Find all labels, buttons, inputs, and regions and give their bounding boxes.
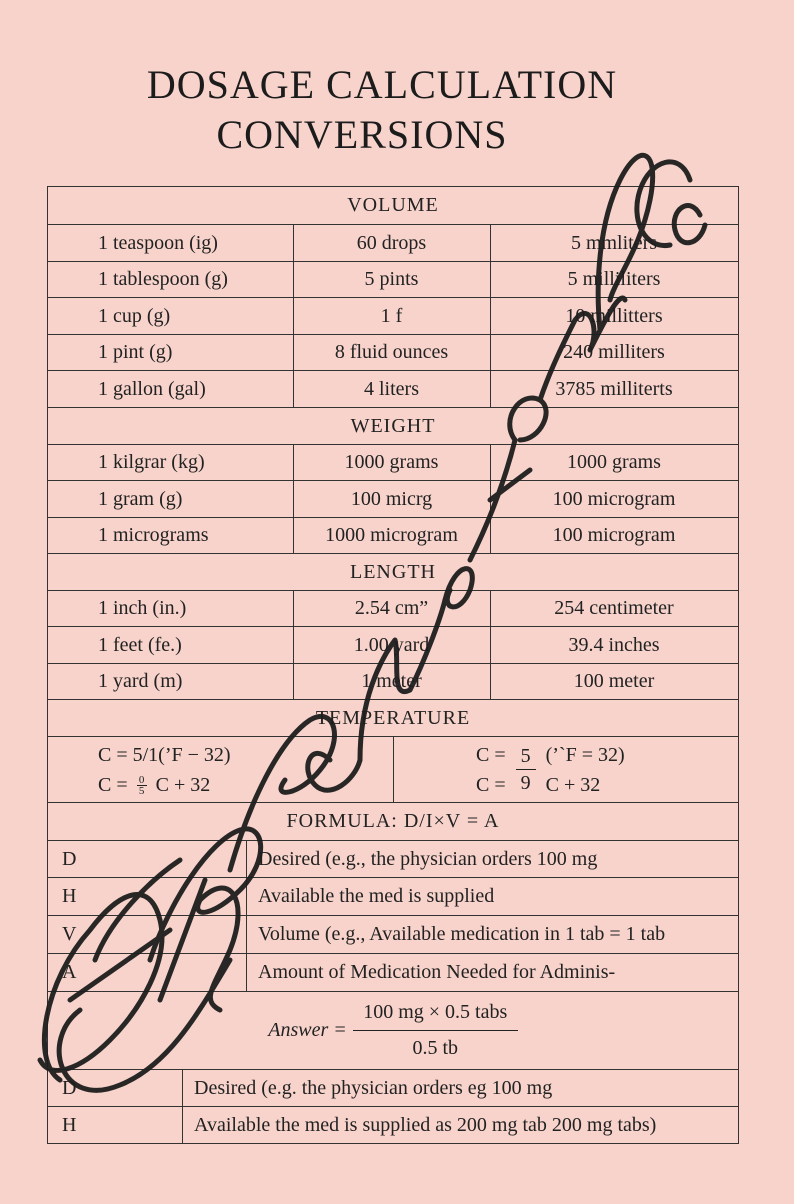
length-metric: 100 meter — [573, 670, 655, 692]
temp-left-den: 5 — [138, 785, 145, 798]
volume-metric: 10 millitters — [565, 304, 663, 327]
temp-left-num: 0 — [138, 774, 145, 787]
weight-unit: 1 micrograms — [98, 524, 209, 546]
weight-header: WEIGHT — [350, 414, 436, 437]
volume-value: 5 pints — [364, 268, 419, 290]
table-row — [48, 335, 738, 371]
table-row — [48, 371, 738, 408]
bottom-letter: D — [62, 1076, 77, 1099]
volume-value: 8 fluid ounces — [334, 341, 449, 363]
table-row — [48, 664, 738, 700]
volume-header-row — [48, 187, 738, 225]
formula-header-row — [48, 803, 738, 841]
weight-unit: 1 kilgrar (kg) — [98, 451, 205, 473]
weight-value: 1000 microgram — [325, 524, 458, 546]
answer-formula — [48, 992, 738, 1069]
weight-value: 1000 grams — [344, 451, 439, 473]
weight-value: 100 micrg — [350, 487, 433, 510]
volume-header: VOLUME — [347, 194, 439, 216]
table-row — [48, 1107, 738, 1143]
volume-value: 60 drops — [356, 231, 427, 254]
weight-header-row — [48, 408, 738, 445]
formula-desc: Available the med is supplied — [258, 885, 495, 907]
volume-metric: 5 milliliters — [567, 268, 661, 290]
temperature-header: TEMPERATURE — [315, 706, 471, 729]
formula-header: FORMULA: D/I×V = A — [286, 810, 500, 832]
volume-metric: 3785 milliterts — [555, 377, 673, 400]
answer-numerator: 100 mg × 0.5 tabs — [363, 1001, 508, 1023]
temp-left-c: C = — [98, 773, 128, 796]
temp-right-line-1-post: (’`F = 32) — [545, 743, 625, 766]
length-unit: 1 yard (m) — [98, 670, 183, 692]
table-row — [48, 225, 738, 262]
length-unit: 1 feet (fe.) — [98, 633, 182, 656]
length-value: 1 meter — [361, 670, 422, 692]
formula-letter: H — [62, 885, 77, 907]
table-row — [48, 916, 738, 954]
temp-left-line-1: C = 5/1(’F − 32) — [98, 743, 231, 766]
weight-metric: 1000 grams — [567, 451, 661, 473]
temp-right-c2: C = — [476, 773, 506, 796]
bottom-letter: H — [62, 1113, 77, 1136]
table-row — [48, 591, 738, 627]
table-row — [48, 262, 738, 298]
temp-left-post: C + 32 — [155, 773, 211, 796]
table-row — [48, 445, 738, 481]
page-title — [0, 60, 794, 160]
temperature-header-row — [48, 700, 738, 737]
title-line-2: CONVERSIONS — [216, 112, 508, 157]
volume-value: 1 f — [380, 304, 403, 327]
temp-left-line-2 — [98, 770, 210, 800]
weight-unit: 1 gram (g) — [98, 487, 183, 510]
bottom-desc: Desired (e.g. the physician orders eg 100 mg — [194, 1076, 553, 1099]
volume-unit: 1 cup (g) — [98, 304, 171, 327]
temp-right-den: 9 — [520, 772, 531, 794]
temp-right-line-2-post: C + 32 — [545, 773, 601, 796]
formula-desc: Volume (e.g., Available medication in 1 tab = 1 tab — [258, 923, 666, 945]
title-line-1: DOSAGE CALCULATION — [146, 62, 618, 107]
temp-right-c1: C = — [476, 743, 506, 766]
answer-row — [48, 992, 738, 1070]
table-row — [48, 1070, 738, 1107]
formula-desc: Amount of Medication Needed for Adminis- — [258, 961, 616, 983]
length-header: LENGTH — [350, 560, 436, 583]
length-value: 1.00 yard — [353, 633, 430, 656]
volume-metric: 5 mmliters — [570, 231, 658, 254]
volume-unit: 1 gallon (gal) — [98, 377, 206, 400]
answer-fraction — [353, 1001, 518, 1060]
temp-left-fraction — [137, 775, 147, 796]
temperature-right-formula — [476, 737, 625, 802]
temp-right-num: 5 — [520, 745, 531, 767]
table-row — [48, 878, 738, 916]
temp-right-fraction — [516, 743, 536, 796]
length-metric: 39.4 inches — [568, 633, 660, 656]
formula-letter: V — [62, 923, 77, 945]
length-unit: 1 inch (in.) — [98, 597, 187, 619]
volume-unit: 1 teaspoon (ig) — [98, 231, 218, 254]
formula-desc: Desired (e.g., the physician orders 100 mg — [258, 847, 598, 870]
answer-label: Answer = — [268, 1019, 347, 1041]
volume-unit: 1 pint (g) — [98, 341, 173, 363]
length-value: 2.54 cm” — [354, 597, 429, 619]
formula-letter: D — [62, 847, 77, 870]
weight-metric: 100 microgram — [552, 487, 676, 510]
length-metric: 254 centimeter — [554, 597, 674, 619]
weight-metric: 100 microgram — [552, 524, 676, 546]
volume-value: 4 liters — [364, 377, 419, 400]
table-row — [48, 841, 738, 878]
table-row — [48, 298, 738, 335]
table-row — [48, 481, 738, 518]
bottom-desc: Available the med is supplied as 200 mg tab 200 mg tabs) — [194, 1113, 657, 1136]
table-row — [48, 954, 738, 992]
table-row — [48, 627, 738, 664]
length-header-row — [48, 554, 738, 591]
table-row — [48, 518, 738, 554]
volume-unit: 1 tablespoon (g) — [98, 268, 228, 290]
answer-denominator: 0.5 tb — [412, 1037, 459, 1059]
conversion-table — [47, 186, 739, 1144]
temperature-formula-row — [48, 737, 738, 803]
volume-metric: 240 milliters — [563, 341, 665, 363]
formula-letter: A — [62, 961, 77, 983]
temperature-left-formula — [98, 737, 231, 802]
